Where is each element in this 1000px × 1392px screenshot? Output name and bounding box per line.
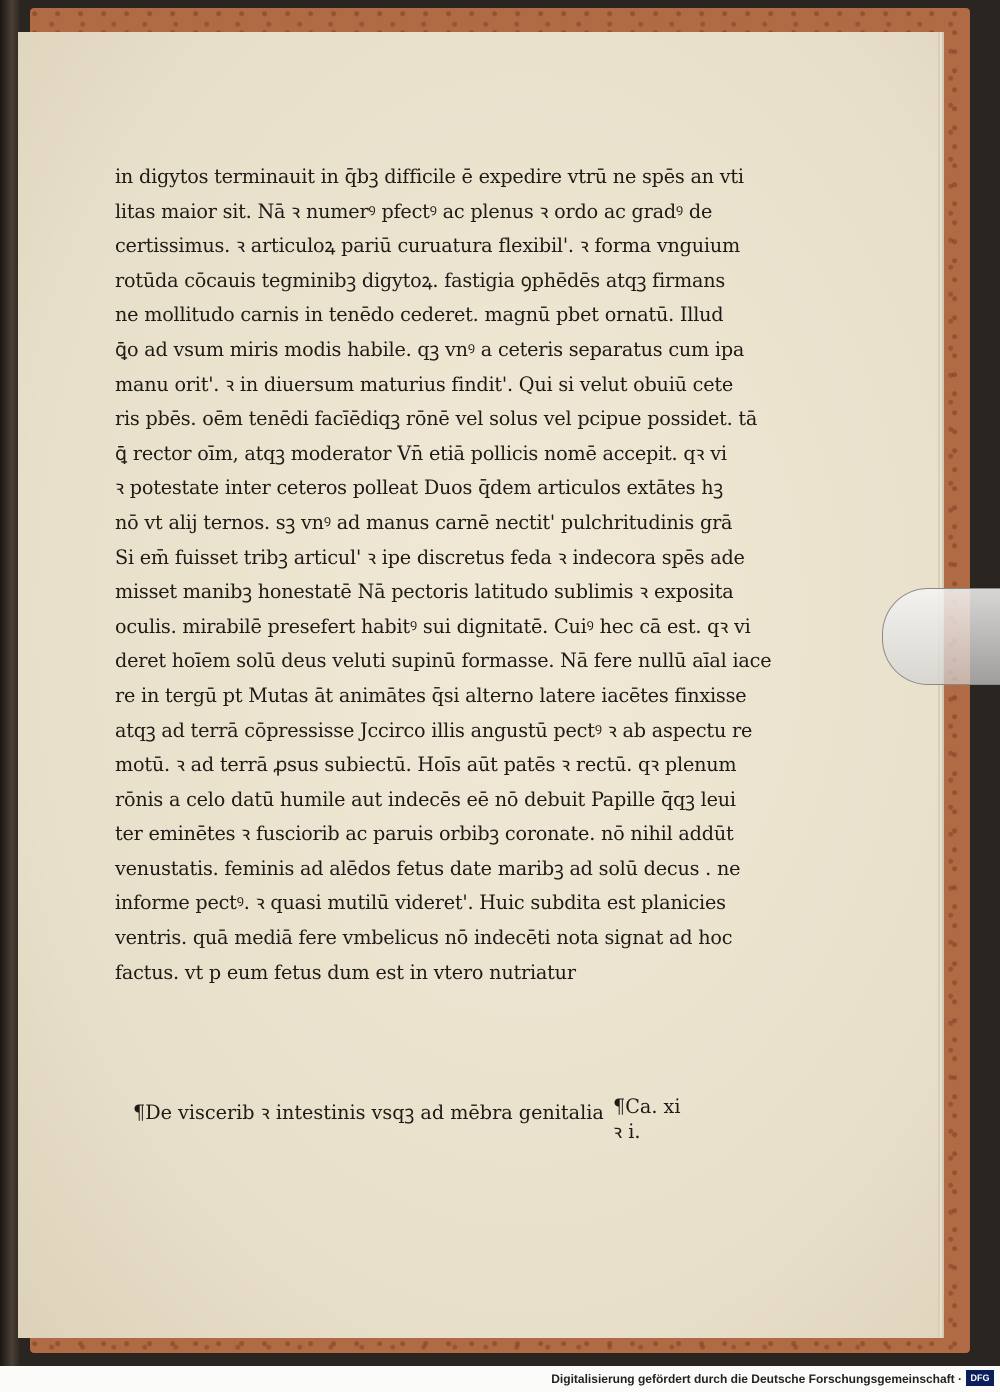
text-line: motū. ꝛ ad terrā ꝓsus subiectū. Hoīs aūt patēs ꝛ rectū. qꝛ plenum <box>115 753 737 777</box>
text-line: ris pbēs. oēm tenēdi facīēdiqꝫ rōnē vel solus vel pcipue possidet. tā <box>115 407 758 431</box>
text-line: venustatis. feminis ad alēdos fetus date maribꝫ ad solū decus . ne <box>115 856 741 880</box>
text-line: factus. vt p eum fetus dum est in vtero nutriatur <box>115 960 576 984</box>
text-line: informe pectꝰ. ꝛ quasi mutilū videret'. Huic subdita est planicies <box>115 891 726 915</box>
text-line: manu orit'. ꝛ in diuersum maturius findit'. Qui si velut obuiū cete <box>115 372 734 396</box>
text-line: certissimus. ꝛ articuloꝝ pariū curuatura flexibil'. ꝛ forma vnguium <box>115 234 740 258</box>
text-line: ter eminētes ꝛ fusciorib ac paruis orbibꝫ coronate. nō nihil addūt <box>115 822 734 846</box>
chapter-number <box>613 1094 680 1144</box>
chapter-line-2: ꝛ i. <box>613 1120 641 1143</box>
text-line: re in tergū pt Mutas āt animātes q̄si alterno latere iacētes finxisse <box>115 683 747 707</box>
text-line: ꝛ potestate inter ceteros polleat Duos q̄dem articulos extātes hꝫ <box>115 476 723 500</box>
heading-text: ¶De viscerib ꝛ intestinis vsqꝫ ad mēbra genitalia <box>133 1101 604 1124</box>
text-line: oculis. mirabilē presefert habitꝰ sui dignitatē. Cuiꝰ hec cā est. qꝛ vi <box>115 614 751 638</box>
text-block <box>115 160 772 990</box>
chapter-heading <box>133 1088 733 1158</box>
text-line: litas maior sit. Nā ꝛ numerꝰ pfectꝰ ac plenus ꝛ ordo ac gradꝰ de <box>115 199 713 223</box>
text-line: atqꝫ ad terrā cōpressisse Jccirco illis angustū pectꝰ ꝛ ab aspectu re <box>115 718 753 742</box>
text-line: ne mollitudo carnis in tenēdo cederet. magnū pbet ornatū. Illud <box>115 303 724 327</box>
text-line: deret hoīem solū deus veluti supinū formasse. Nā fere nullū aīal iace <box>115 649 772 673</box>
text-line: ꝗ̄ rector oīm, atqꝫ moderator Vn̄ etiā pollicis nomē accepit. qꝛ vi <box>115 441 727 465</box>
page-clip <box>882 588 1000 685</box>
text-line: nō vt alij ternos. sꝫ vnꝰ ad manus carnē nectit' pulchritudinis grā <box>115 510 733 534</box>
text-line: in digytos terminauit in q̄bꝫ difficile ē expedire vtrū ne spēs an vti <box>115 165 744 188</box>
chapter-line-1: ¶Ca. xi <box>613 1095 681 1118</box>
funding-credit: Digitalisierung gefördert durch die Deutsche Forschungsgemeinschaft · <box>551 1372 962 1386</box>
text-line: misset manibꝫ honestatē Nā pectoris latitudo sublimis ꝛ exposita <box>115 580 734 604</box>
dfg-logo-icon: DFG <box>966 1370 994 1386</box>
text-line: ꝗ̄o ad vsum miris modis habile. qꝫ vnꝰ a ceteris separatus cum ipa <box>115 337 745 361</box>
book-binding <box>0 0 20 1366</box>
footer-bar <box>0 1366 1000 1392</box>
text-line: rōnis a celo datū humile aut indecēs eē nō debuit Papille q̄qꝫ leui <box>115 787 736 811</box>
text-line: ventris. quā mediā fere vmbelicus nō indecēti nota signat ad hoc <box>115 926 733 950</box>
text-line: rotūda cōcauis tegminibꝫ digytoꝝ. fastigia ꝯphēdēs atqꝫ firmans <box>115 268 726 292</box>
text-line: Si em̄ fuisset tribꝫ articul' ꝛ ipe discretus feda ꝛ indecora spēs ade <box>115 545 745 569</box>
